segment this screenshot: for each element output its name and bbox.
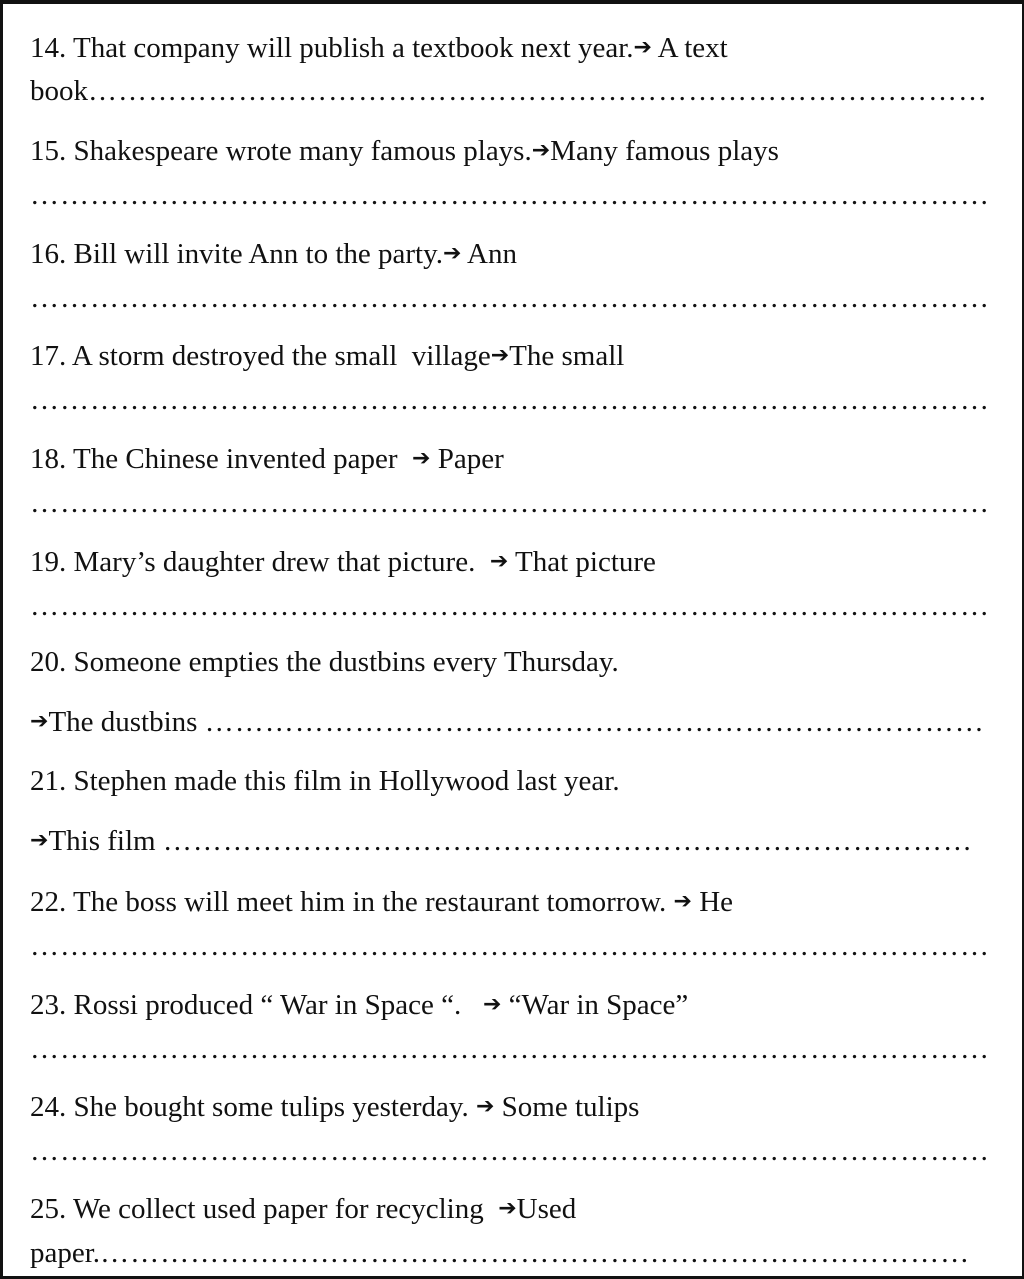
answer-blank[interactable]: ……………………………………………………………………………………: [30, 487, 990, 519]
answer-start: Used: [516, 1193, 577, 1225]
answer-blank[interactable]: ……………………………………………………………………………………: [30, 384, 990, 416]
exercise-line-1: [30, 1193, 970, 1225]
exercise-prompt: Stephen made this film in Hollywood last year.: [73, 765, 620, 797]
exercise-line-2: [30, 825, 973, 857]
answer-blank[interactable]: ………………………………………………………………………………: [88, 75, 988, 107]
exercise-17: [30, 340, 990, 416]
exercise-prompt: The boss will meet him in the restaurant tomorrow.: [72, 886, 667, 918]
exercise-21: [30, 765, 973, 857]
arrow-icon: ➔: [442, 241, 462, 266]
exercise-line-2: [30, 282, 990, 314]
exercise-prompt: She bought some tulips yesterday.: [73, 1091, 469, 1123]
exercise-prompt: The Chinese invented paper: [72, 443, 398, 475]
exercise-number: 21.: [30, 765, 67, 797]
answer-blank[interactable]: ……………………………………………………………………………………: [30, 282, 990, 314]
arrow-icon: ➔: [490, 343, 510, 368]
exercise-number: 24.: [30, 1091, 67, 1123]
exercise-20: [30, 646, 985, 738]
exercise-22: [30, 886, 990, 962]
answer-start: “War in Space”: [508, 989, 689, 1021]
answer-start: Ann: [467, 238, 517, 270]
arrow-icon: ➔: [482, 992, 502, 1017]
exercise-line-2: [30, 1033, 990, 1065]
exercise-prompt: We collect used paper for recycling: [72, 1193, 484, 1225]
arrow-icon: ➔: [673, 889, 692, 914]
exercise-line-2: [30, 75, 988, 107]
answer-blank[interactable]: ……………………………………………………………………………………: [30, 179, 990, 211]
arrow-icon: ➔: [531, 138, 551, 163]
exercise-number: 20.: [30, 646, 67, 678]
exercise-14: [30, 32, 988, 107]
answer-start: He: [699, 886, 734, 918]
exercise-line-2: [30, 1237, 970, 1269]
arrow-icon: ➔: [475, 1094, 495, 1119]
exercise-line-2: [30, 706, 985, 738]
exercise-line-1: [30, 546, 990, 578]
arrow-icon: ➔: [498, 1196, 517, 1221]
exercise-line-1: [30, 646, 985, 678]
answer-start: The dustbins: [48, 706, 198, 738]
exercise-number: 16.: [30, 238, 67, 270]
exercise-18: [30, 443, 990, 519]
answer-blank[interactable]: ……………………………………………………………………………………: [30, 930, 990, 962]
exercise-line-1: [30, 443, 990, 475]
exercise-line-1: [30, 238, 990, 270]
answer-blank[interactable]: ……………………………………………………………………………………: [30, 590, 990, 622]
answer-start: The small: [509, 340, 625, 372]
arrow-icon: ➔: [489, 549, 509, 574]
answer-continuation: book: [30, 75, 88, 107]
answer-start: Paper: [437, 443, 504, 475]
exercise-line-1: [30, 1091, 990, 1123]
exercise-line-1: [30, 989, 990, 1021]
exercise-24: [30, 1091, 990, 1167]
exercise-25: [30, 1193, 970, 1269]
answer-blank[interactable]: ……………………………………………………………………………………: [30, 1135, 990, 1167]
exercise-line-1: [30, 765, 973, 797]
exercise-line-1: [30, 340, 990, 372]
exercise-16: [30, 238, 990, 314]
exercise-number: 17.: [30, 340, 67, 372]
exercise-number: 23.: [30, 989, 67, 1021]
answer-continuation: paper.: [30, 1237, 101, 1269]
exercise-number: 25.: [30, 1193, 67, 1225]
exercise-line-2: [30, 1135, 990, 1167]
exercise-prompt: Shakespeare wrote many famous plays.: [73, 135, 532, 167]
arrow-icon: ➔: [412, 446, 431, 471]
exercise-23: [30, 989, 990, 1065]
answer-blank[interactable]: ………………………………………………………………………: [162, 825, 973, 857]
answer-blank[interactable]: ……………………………………………………………………………………: [30, 1033, 990, 1065]
answer-start: This film: [48, 825, 156, 857]
exercise-line-2: [30, 590, 990, 622]
exercise-line-2: [30, 930, 990, 962]
arrow-icon: ➔: [633, 35, 652, 60]
exercise-line-2: [30, 487, 990, 519]
answer-start: That picture: [515, 546, 656, 578]
exercise-line-1: [30, 886, 990, 918]
answer-start: A text: [657, 32, 728, 64]
exercise-15: [30, 135, 990, 211]
exercise-line-1: [30, 135, 990, 167]
exercise-line-2: [30, 384, 990, 416]
exercise-prompt: Someone empties the dustbins every Thursday.: [73, 646, 619, 678]
answer-blank[interactable]: ……………………………………………………………………………: [100, 1237, 971, 1269]
arrow-icon: ➔: [30, 828, 49, 853]
exercise-prompt: Rossi produced “ War in Space “.: [73, 989, 462, 1021]
exercise-prompt: Mary’s daughter drew that picture.: [73, 546, 476, 578]
answer-start: Many famous plays: [550, 135, 779, 167]
exercise-prompt: Bill will invite Ann to the party.: [73, 238, 443, 270]
exercise-line-1: [30, 32, 988, 64]
exercise-number: 22.: [30, 886, 67, 918]
exercise-19: [30, 546, 990, 622]
answer-blank[interactable]: ……………………………………………………………………: [204, 706, 985, 738]
exercise-number: 14.: [30, 32, 67, 64]
exercise-number: 15.: [30, 135, 67, 167]
exercise-prompt: A storm destroyed the small village: [71, 340, 491, 372]
exercise-number: 19.: [30, 546, 67, 578]
answer-start: Some tulips: [501, 1091, 640, 1123]
exercise-line-2: [30, 179, 990, 211]
exercise-prompt: That company will publish a textbook next year.: [72, 32, 634, 64]
arrow-icon: ➔: [30, 709, 49, 734]
exercise-number: 18.: [30, 443, 67, 475]
